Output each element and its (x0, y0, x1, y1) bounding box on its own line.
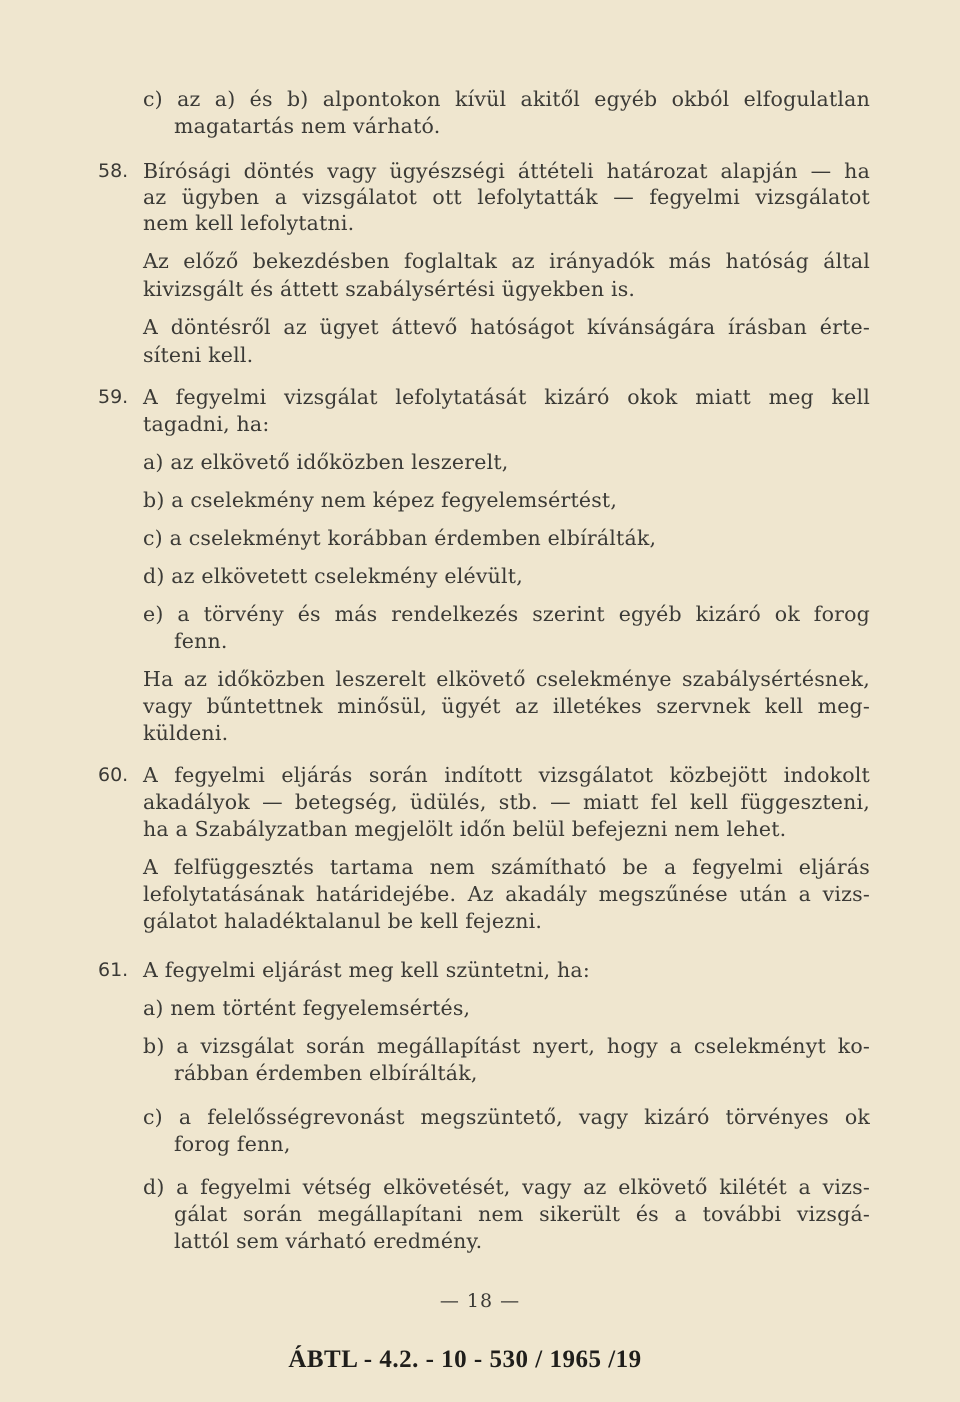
text-line: Az előző bekezdésben foglaltak az irányadók más hatóság által (143, 249, 870, 273)
text-line: A fegyelmi vizsgálat lefolytatását kizáró okok miatt meg kell (143, 385, 870, 409)
section-number: 58. (98, 160, 129, 182)
text-line: vagy bűntettnek minősül, ügyét az illetékes szervnek kell meg- (143, 694, 870, 718)
list-item: d) a fegyelmi vétség elkövetését, vagy az elkövető kilétét a vizs- (143, 1175, 870, 1199)
section-number: 60. (98, 764, 129, 786)
text-line: A döntésről az ügyet áttevő hatóságot kívánságára írásban érte- (143, 315, 870, 339)
list-item: gálat során megállapítani nem sikerült és a további vizsgá- (174, 1202, 870, 1226)
list-item: d) az elkövetett cselekmény elévült, (143, 564, 523, 588)
text-line: az ügyben a vizsgálatot ott lefolytatták — fegyelmi vizsgálatot (143, 185, 870, 209)
list-item: e) a törvény és más rendelkezés szerint egyéb kizáró ok forog (143, 602, 870, 626)
list-item: a) nem történt fegyelemsértés, (143, 996, 471, 1020)
archive-reference: ÁBTL - 4.2. - 10 - 530 / 1965 /19 (288, 1346, 642, 1373)
section-number: 59. (98, 386, 129, 408)
text-line: A fegyelmi eljárás során indított vizsgálatot közbejött indokolt (143, 763, 870, 787)
list-item: c) a cselekményt korábban érdemben elbírálták, (143, 526, 657, 550)
text-line: küldeni. (143, 721, 229, 745)
text-line: A fegyelmi eljárást meg kell szüntetni, ha: (143, 958, 590, 982)
list-item: fenn. (174, 629, 228, 653)
text-line: ha a Szabályzatban megjelölt időn belül befejezni nem lehet. (143, 817, 787, 841)
text-line: Bírósági döntés vagy ügyészségi áttételi határozat alapján — ha (143, 159, 870, 183)
text-line: Ha az időközben leszerelt elkövető cselekménye szabálysértésnek, (143, 667, 870, 691)
text-line: lefolytatásának határidejébe. Az akadály megszűnése után a vizs- (143, 882, 870, 906)
text-line: c) az a) és b) alpontokon kívül akitől egyéb okból elfogulatlan (143, 87, 870, 111)
text-line: A felfüggesztés tartama nem számítható be a fegyelmi eljárás (143, 855, 870, 879)
list-item: c) a felelősségrevonást megszüntető, vagy kizáró törvényes ok (143, 1105, 870, 1129)
text-line: kivizsgált és áttett szabálysértési ügyekben is. (143, 277, 636, 301)
list-item: b) a cselekmény nem képez fegyelemsértést, (143, 488, 618, 512)
list-item: rábban érdemben elbírálták, (174, 1061, 478, 1085)
list-item: b) a vizsgálat során megállapítást nyert, hogy a cselekményt ko- (143, 1034, 870, 1058)
page-number: — 18 — (439, 1290, 521, 1312)
text-line: gálatot haladéktalanul be kell fejezni. (143, 909, 543, 933)
text-line: tagadni, ha: (143, 412, 270, 436)
text-line: síteni kell. (143, 343, 254, 367)
text-line: magatartás nem várható. (174, 114, 441, 138)
text-line: nem kell lefolytatni. (143, 211, 355, 235)
text-line: akadályok — betegség, üdülés, stb. — miatt fel kell függeszteni, (143, 790, 870, 814)
list-item: forog fenn, (174, 1132, 291, 1156)
list-item: a) az elkövető időközben leszerelt, (143, 450, 509, 474)
list-item: lattól sem várható eredmény. (174, 1229, 483, 1253)
section-number: 61. (98, 959, 129, 981)
